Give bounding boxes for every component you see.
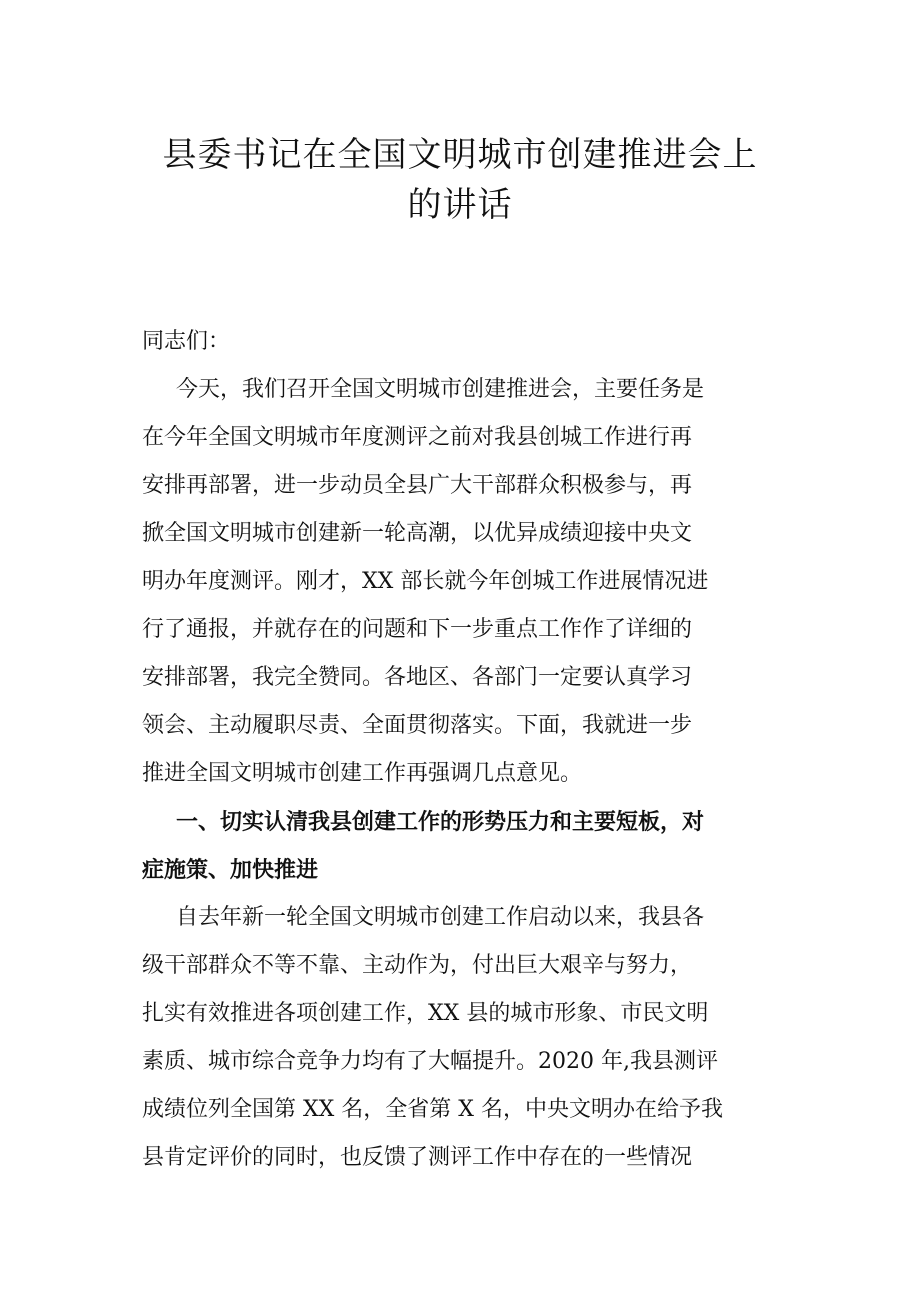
title-line-1: 县委书记在全国文明城市创建推进会上 <box>162 135 758 175</box>
paragraph-1-line: 明办年度测评。刚才，XX 部长就今年创城工作进展情况进 <box>142 569 709 594</box>
section-heading-line: 症施策、加快推进 <box>142 857 319 883</box>
paragraph-2-line: 素质、城市综合竞争力均有了大幅提升。2020 年,我县测评 <box>142 1049 718 1074</box>
paragraph-1 <box>142 366 782 798</box>
document-body <box>142 318 782 1182</box>
paragraph-1-line: 安排部署，我完全赞同。各地区、各部门一定要认真学习 <box>142 665 693 690</box>
paragraph-1-line: 行了通报，并就存在的问题和下一步重点工作作了详细的 <box>142 617 693 642</box>
section-heading-1 <box>142 798 782 894</box>
paragraph-1-line: 今天，我们召开全国文明城市创建推进会，主要任务是 <box>176 377 705 402</box>
paragraph-2-line: 成绩位列全国第 XX 名，全省第 X 名，中央文明办在给予我 <box>142 1097 723 1122</box>
salutation: 同志们： <box>142 329 231 354</box>
paragraph-1-line: 掀全国文明城市创建新一轮高潮，以优异成绩迎接中央文 <box>142 521 693 546</box>
paragraph-2-line: 扎实有效推进各项创建工作，XX 县的城市形象、市民文明 <box>142 1001 709 1026</box>
section-heading-line: 一、切实认清我县创建工作的形势压力和主要短板，对 <box>176 809 705 835</box>
paragraph-2-line: 级干部群众不等不靠、主动作为，付出巨大艰辛与努力， <box>142 953 693 978</box>
paragraph-2-line: 县肯定评价的同时，也反馈了测评工作中存在的一些情况 <box>142 1145 693 1170</box>
paragraph-1-line: 推进全国文明城市创建工作再强调几点意见。 <box>142 761 583 786</box>
paragraph-2 <box>142 894 782 1182</box>
title-line-2: 的讲话 <box>407 185 513 225</box>
paragraph-1-line: 在今年全国文明城市年度测评之前对我县创城工作进行再 <box>142 425 693 450</box>
paragraph-1-line: 领会、主动履职尽责、全面贯彻落实。下面，我就进一步 <box>142 713 693 738</box>
paragraph-2-line: 自去年新一轮全国文明城市创建工作启动以来，我县各 <box>176 905 705 930</box>
paragraph-1-line: 安排再部署，进一步动员全县广大干部群众积极参与，再 <box>142 473 693 498</box>
document-title <box>140 130 780 230</box>
